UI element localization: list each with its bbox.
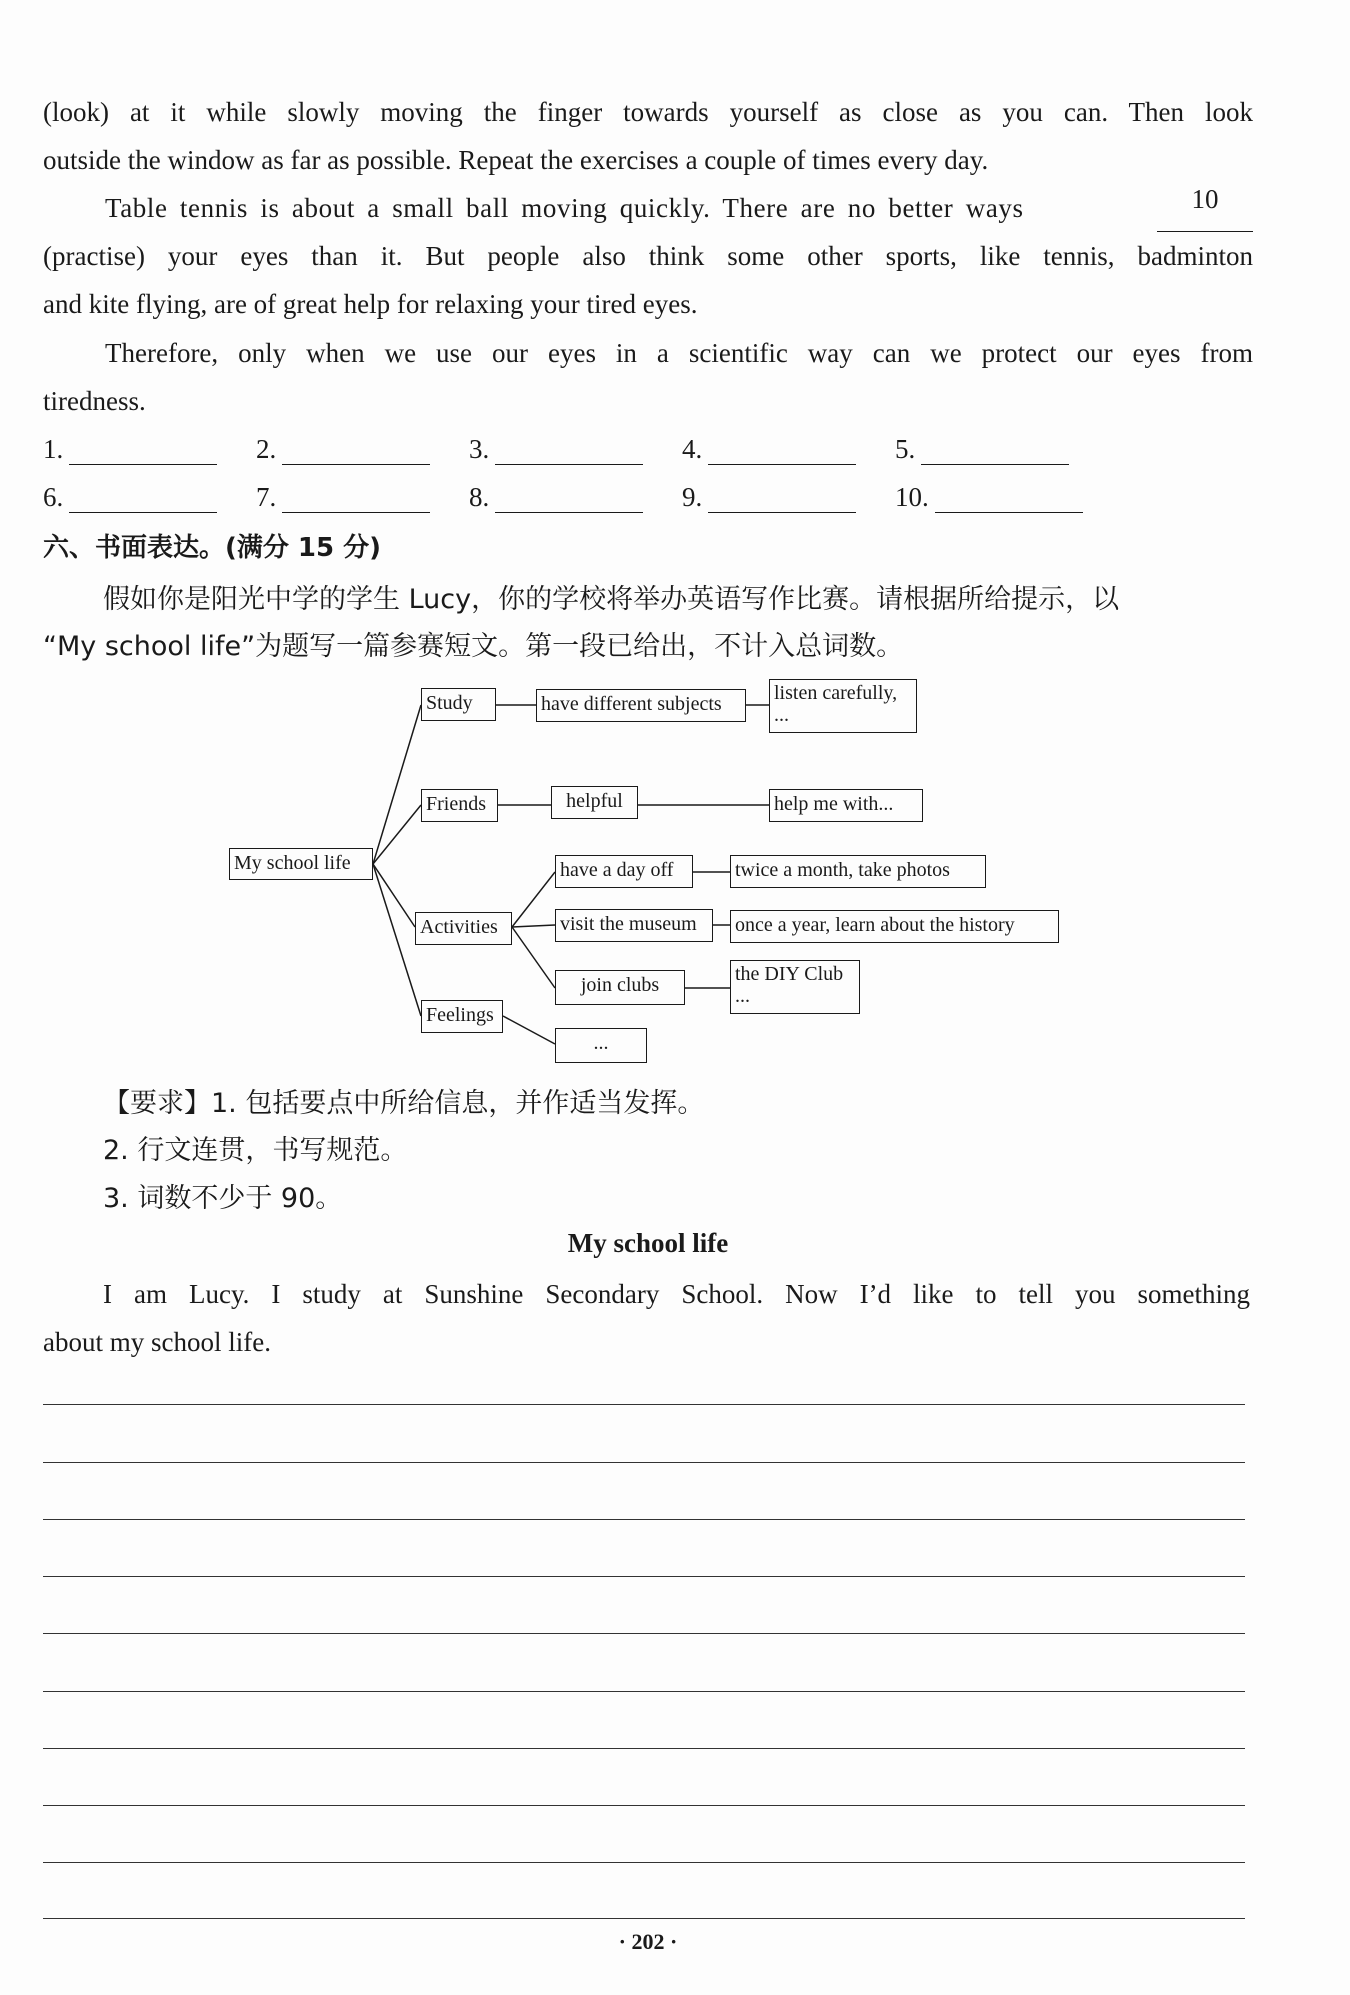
mindmap-day-off-detail: twice a month, take photos xyxy=(730,855,986,888)
writing-line[interactable] xyxy=(43,1576,1245,1577)
answer-label-10: 10. xyxy=(895,482,929,512)
passage-line-3-text: Table tennis is about a small ball moving quickly. There are no better ways xyxy=(105,193,1024,223)
answer-label-7: 7. xyxy=(256,482,277,512)
answer-label-2: 2. xyxy=(256,434,277,464)
instruction-line-1: 假如你是阳光中学的学生 Lucy，你的学校将举办英语写作比赛。请根据所给提示，以 xyxy=(103,584,1120,615)
requirement-1: 【要求】1. 包括要点中所给信息，并作适当发挥。 xyxy=(103,1088,705,1119)
mindmap-day-off: have a day off xyxy=(555,855,693,888)
mindmap-museum: visit the museum xyxy=(555,909,713,942)
mindmap-activities: Activities xyxy=(415,912,512,945)
mindmap-study: Study xyxy=(421,688,496,721)
passage-line-2: outside the window as far as possible. Repeat the exercises a couple of times every day. xyxy=(43,145,989,175)
mindmap-clubs: join clubs xyxy=(555,970,685,1005)
requirement-3: 3. 词数不少于 90。 xyxy=(103,1183,343,1214)
answer-label-3: 3. xyxy=(469,434,490,464)
mindmap-museum-detail: once a year, learn about the history xyxy=(730,910,1059,943)
writing-line[interactable] xyxy=(43,1633,1245,1634)
mindmap-study-listen xyxy=(769,679,917,733)
answer-label-1: 1. xyxy=(43,434,64,464)
writing-line[interactable] xyxy=(43,1748,1245,1749)
answer-label-9: 9. xyxy=(682,482,703,512)
mindmap-study-subjects: have different subjects xyxy=(536,689,746,722)
answer-label-5: 5. xyxy=(895,434,916,464)
mindmap-friends: Friends xyxy=(421,789,498,822)
writing-line[interactable] xyxy=(43,1862,1245,1863)
requirement-2: 2. 行文连贯，书写规范。 xyxy=(103,1135,408,1166)
writing-line[interactable] xyxy=(43,1691,1245,1692)
mindmap-feelings-more: ... xyxy=(555,1028,647,1063)
passage-line-1: (look) at it while slowly moving the finger towards yourself as close as you can. Then look xyxy=(43,97,1253,127)
section-heading: 六、书面表达。(满分 15 分) xyxy=(43,533,382,563)
passage-line-5: and kite flying, are of great help for relaxing your tired eyes. xyxy=(43,289,698,319)
instruction-line-2: “My school life”为题写一篇参赛短文。第一段已给出，不计入总词数。 xyxy=(43,631,904,662)
writing-line[interactable] xyxy=(43,1462,1245,1463)
writing-line[interactable] xyxy=(43,1519,1245,1520)
mindmap-feelings: Feelings xyxy=(421,1000,503,1033)
answer-label-8: 8. xyxy=(469,482,490,512)
answer-label-6: 6. xyxy=(43,482,64,512)
mindmap-clubs-detail-text: the DIY Club xyxy=(735,963,844,985)
writing-line[interactable] xyxy=(43,1805,1245,1806)
mindmap-clubs-detail-more: ... xyxy=(735,985,750,1007)
writing-line[interactable] xyxy=(43,1918,1245,1919)
mindmap-study-listen-more: ... xyxy=(774,704,789,726)
mindmap-root: My school life xyxy=(229,848,373,880)
page-number: · 202 · xyxy=(618,1929,678,1954)
essay-title: My school life xyxy=(567,1228,729,1258)
writing-line[interactable] xyxy=(43,1404,1245,1405)
mindmap-study-listen-text: listen carefully, xyxy=(774,682,898,704)
essay-line-2: about my school life. xyxy=(43,1327,271,1357)
passage-line-4: (practise) your eyes than it. But people also think some other sports, like tennis, badminton xyxy=(43,241,1253,271)
mindmap-friends-help: help me with... xyxy=(769,789,923,822)
mindmap-friends-helpful: helpful xyxy=(551,786,638,819)
essay-line-1: I am Lucy. I study at Sunshine Secondary School. Now I’d like to tell you something xyxy=(103,1279,1250,1309)
mindmap-clubs-detail xyxy=(730,960,860,1014)
passage-line-6: Therefore, only when we use our eyes in a scientific way can we protect our eyes from xyxy=(105,338,1253,368)
passage-line-7: tiredness. xyxy=(43,386,146,416)
answer-label-4: 4. xyxy=(682,434,703,464)
answer-blank-10[interactable]: 10 xyxy=(1157,184,1253,232)
